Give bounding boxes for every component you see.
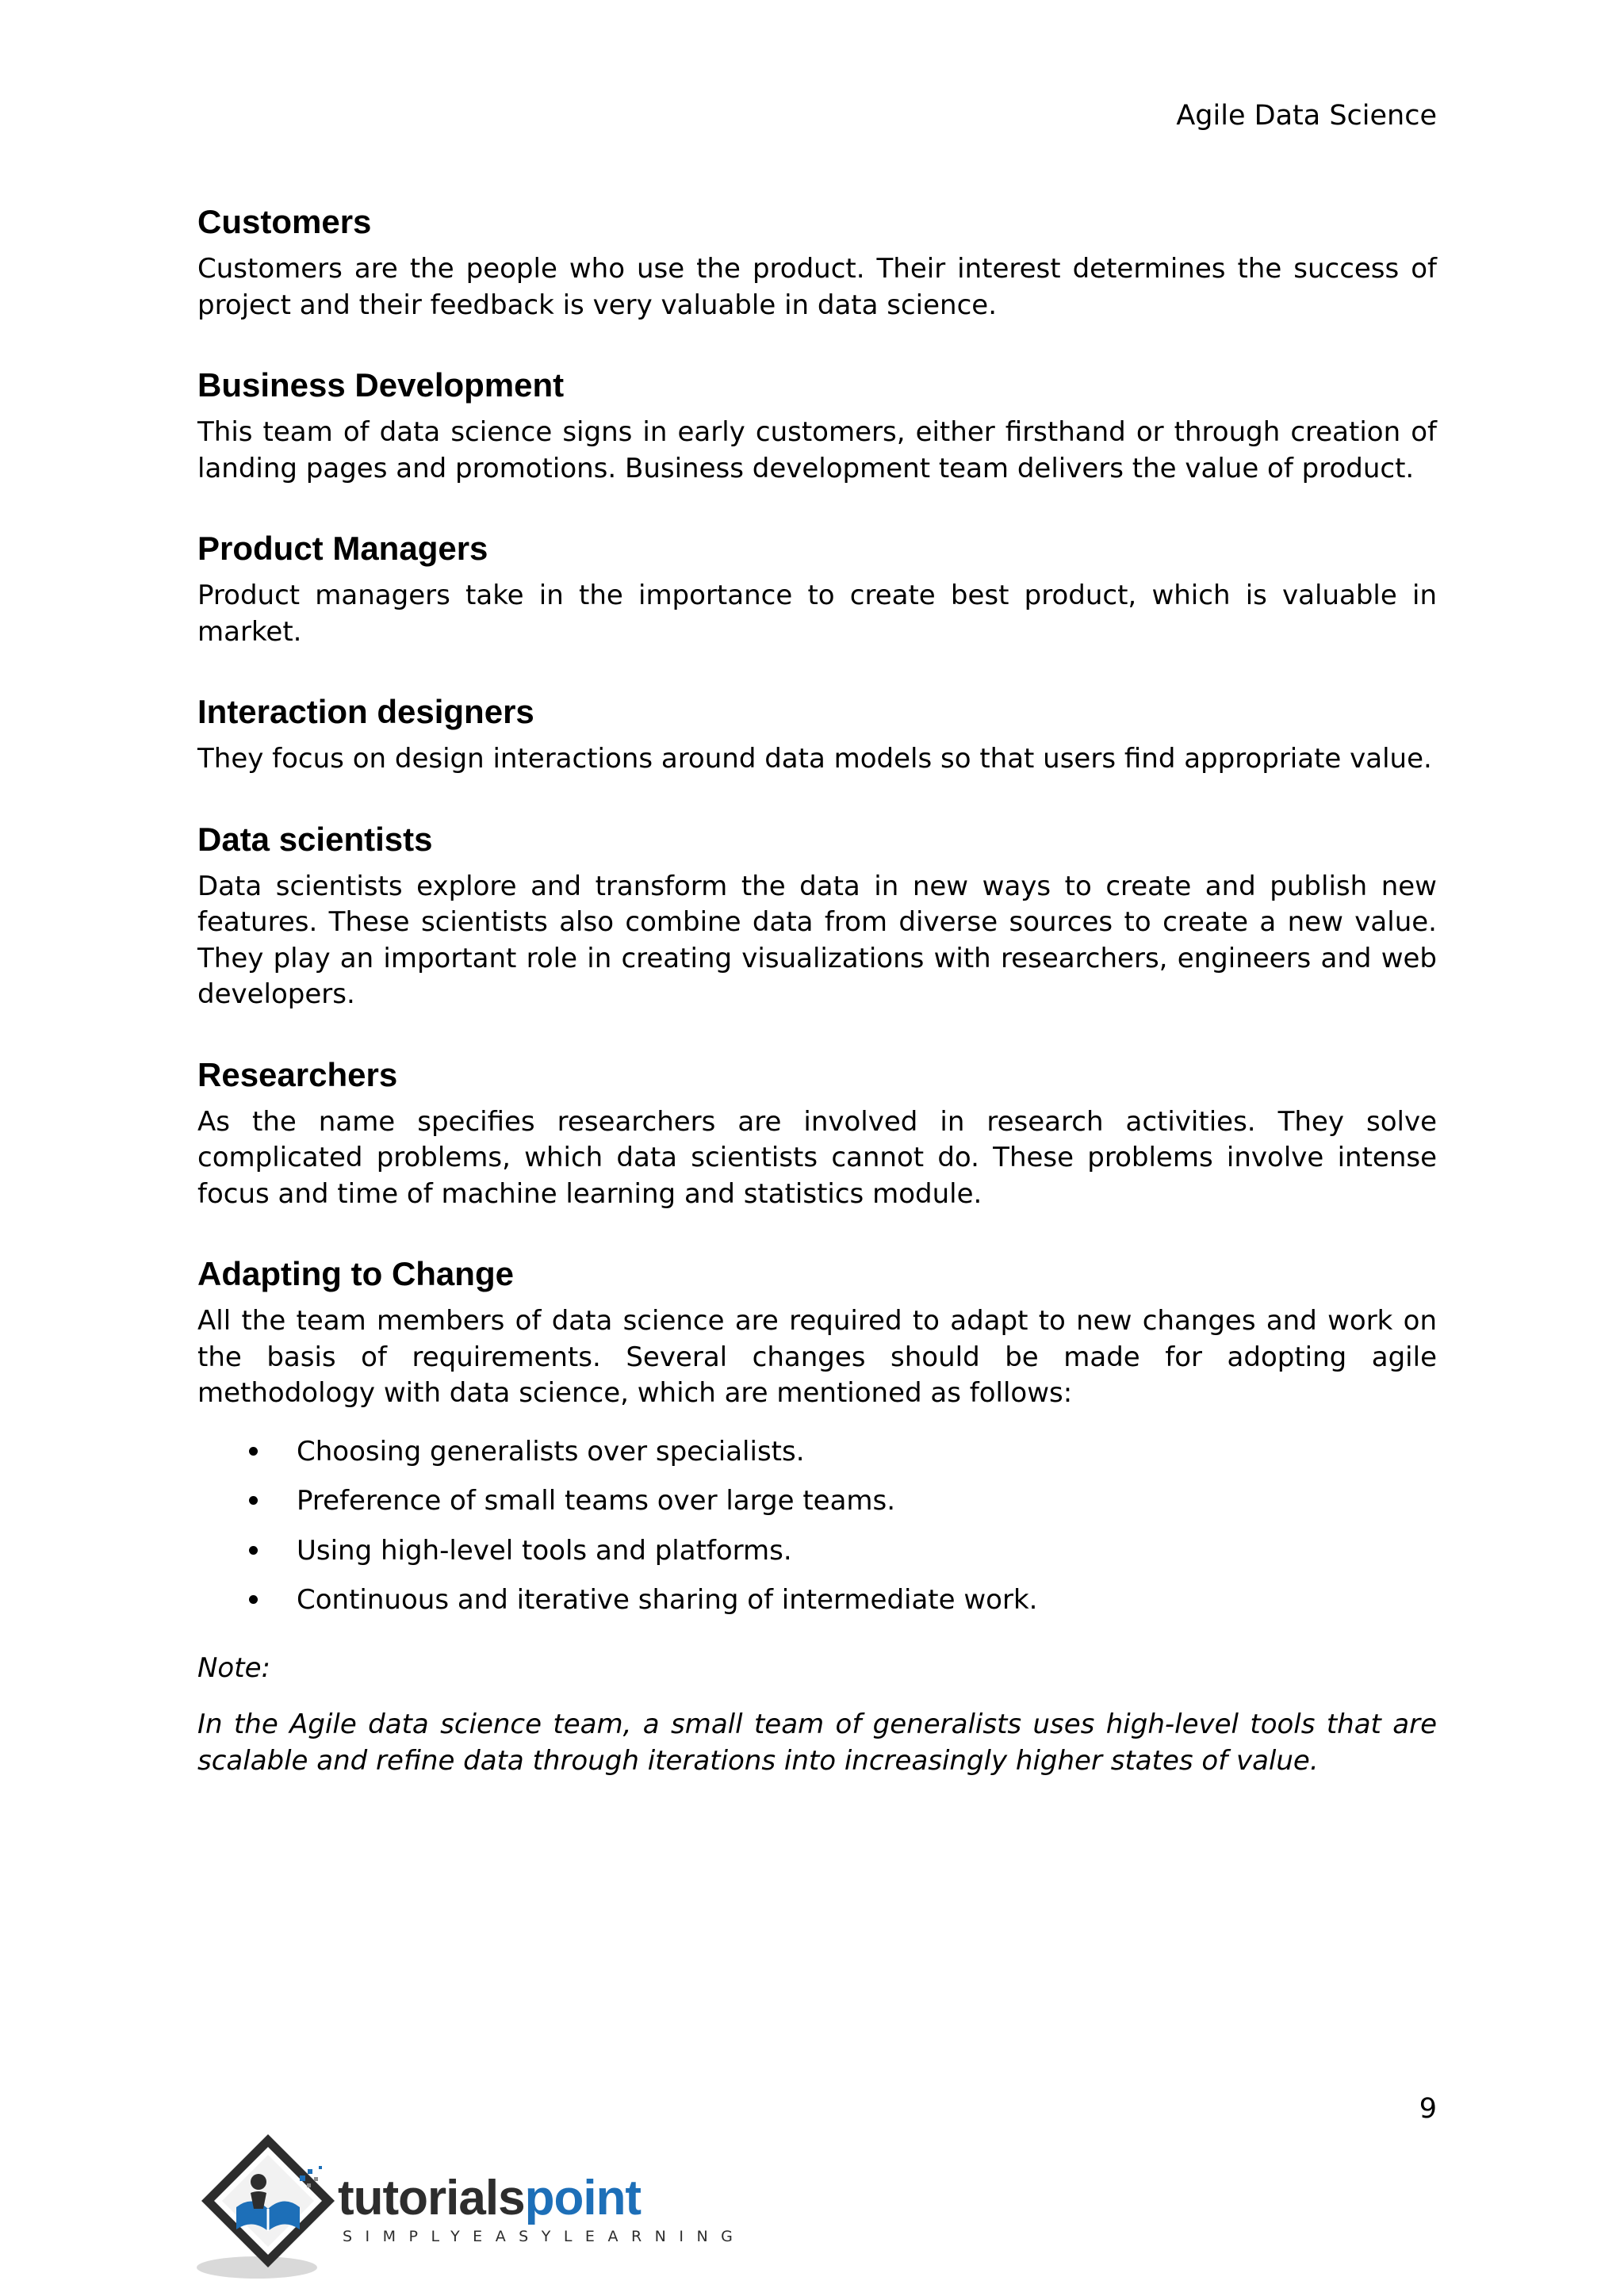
page-content: [197, 201, 1437, 1779]
bullet-text: Using high-level tools and platforms.: [297, 1534, 792, 1567]
logo-tagline: SIMPLYEASYLEARNING: [343, 2228, 746, 2245]
page-number: 9: [1419, 2093, 1437, 2125]
section-text-interaction-designers: They focus on design interactions around data models so that users find appropriate value.: [197, 743, 1432, 775]
section-text-researchers: As the name specifies researchers are involved in research activities. They solve complicated problems, which data scientists cannot do. These problems involve intense focus and time of machine learning and statistics module.: [197, 1105, 1437, 1210]
running-header: Agile Data Science: [1176, 100, 1437, 132]
section-heading-researchers: Researchers: [197, 1055, 398, 1093]
section-heading-customers: Customers: [197, 203, 372, 240]
section-text-data-scientists: Data scientists explore and transform the data in new ways to create and publish new features. These scientists also combine data from diverse sources to create a new value. They play an important role in creating visualizations with researchers, engineers and web developers.: [197, 870, 1437, 1010]
note-label: Note:: [197, 1651, 270, 1684]
bullet-icon: [249, 1447, 258, 1456]
logo-wordmark: [338, 2171, 641, 2226]
bullet-list: [197, 1434, 1437, 1619]
section-heading-business-development: Business Development: [197, 366, 565, 404]
bullet-icon: [249, 1595, 258, 1604]
section-heading-adapting-to-change: Adapting to Change: [197, 1255, 514, 1292]
note-text: In the Agile data science team, a small team of generalists uses high-level tools that are scalable and refine data through iterations into increasingly higher states of value.: [197, 1709, 1437, 1777]
logo-wordmark-part1: tutorials: [338, 2171, 525, 2225]
bullet-icon: [249, 1546, 258, 1555]
section-text-business-development: This team of data science signs in early customers, either firsthand or through creation of landing pages and promotions. Business development team delivers the value of product.: [197, 416, 1437, 484]
logo-wordmark-part2: point: [524, 2171, 642, 2225]
bullet-item: [197, 1582, 1437, 1619]
section-text-customers: Customers are the people who use the product. Their interest determines the success of project and their feedback is very valuable in data science.: [197, 253, 1437, 321]
section-text-adapting-to-change: All the team members of data science are required to adapt to new changes and work on the basis of requirements. Several changes should be made for adopting agile methodology with data science, which are mentioned as follows:: [197, 1305, 1437, 1409]
tutorialspoint-logo: [195, 2131, 746, 2282]
bullet-text: Continuous and iterative sharing of intermediate work.: [297, 1584, 1038, 1616]
bullet-item: [197, 1434, 1437, 1471]
bullet-item: [197, 1533, 1437, 1570]
section-heading-interaction-designers: Interaction designers: [197, 693, 534, 730]
bullet-icon: [249, 1496, 258, 1505]
section-heading-product-managers: Product Managers: [197, 530, 488, 567]
section-heading-data-scientists: Data scientists: [197, 820, 433, 858]
section-text-product-managers: Product managers take in the importance to create best product, which is valuable in market.: [197, 580, 1437, 648]
bullet-text: Choosing generalists over specialists.: [297, 1435, 805, 1468]
bullet-text: Preference of small teams over large teams.: [297, 1485, 896, 1517]
bullet-item: [197, 1483, 1437, 1520]
